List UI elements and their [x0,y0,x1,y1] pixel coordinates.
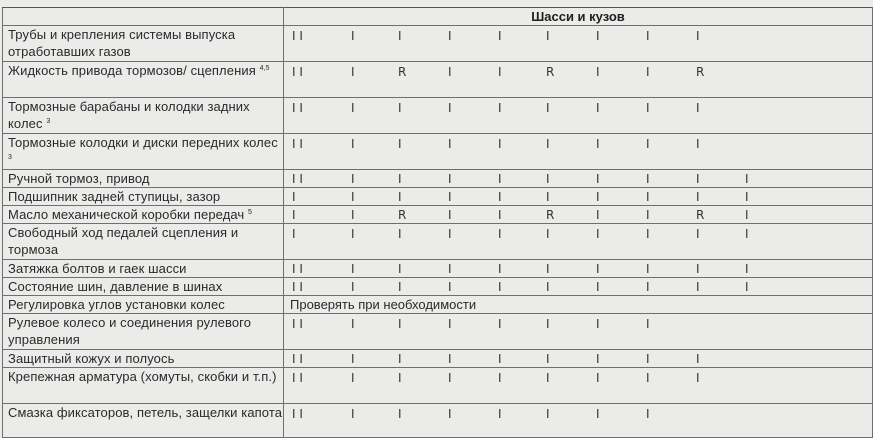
mark-inspect: I [351,352,355,366]
mark-inspect: I [398,352,402,366]
mark-inspect: I [596,137,600,151]
mark-inspect: I I [292,371,303,385]
mark-inspect: I [596,371,600,385]
mark-inspect: I [398,172,402,186]
mark-inspect: I [546,227,550,241]
mark-inspect: I [596,407,600,421]
mark-inspect: I [646,65,650,79]
mark-inspect: I [398,101,402,115]
mark-inspect: I [696,29,700,43]
mark-replace: R [398,65,407,79]
row-marks [284,206,873,224]
row-label [3,98,284,134]
mark-replace: R [546,208,555,222]
mark-inspect: I [448,65,452,79]
mark-inspect: I [646,172,650,186]
footnote-ref: 5 [248,209,253,216]
mark-inspect: I [646,227,650,241]
mark-inspect: I [745,172,749,186]
table-row [3,134,873,170]
mark-inspect: I I [292,280,303,294]
mark-inspect: I [646,407,650,421]
mark-inspect: I [596,227,600,241]
mark-inspect: I [696,352,700,366]
mark-inspect: I [696,280,700,294]
footnote-ref: 4,5 [259,65,270,72]
mark-inspect: I [292,190,296,204]
row-label-text: Затяжка болтов и гаек шасси [8,261,187,276]
table-row [3,350,873,368]
table-row [3,188,873,206]
table-header-row [3,8,873,26]
mark-inspect: I [646,101,650,115]
row-marks [284,134,873,170]
mark-inspect: I [448,101,452,115]
row-label [3,350,284,368]
mark-inspect: I [696,137,700,151]
mark-inspect: I [498,208,502,222]
mark-inspect: I [745,280,749,294]
mark-inspect: I [351,137,355,151]
mark-inspect: I [448,352,452,366]
mark-inspect: I [398,227,402,241]
row-label [3,62,284,98]
mark-inspect: I [351,101,355,115]
mark-inspect: I [351,407,355,421]
mark-inspect: I [351,65,355,79]
mark-inspect: I [448,208,452,222]
mark-inspect: I I [292,352,303,366]
mark-inspect: I [398,371,402,385]
mark-inspect: I [351,227,355,241]
mark-inspect: I [398,137,402,151]
mark-inspect: I [351,371,355,385]
mark-inspect: I [696,101,700,115]
row-label [3,188,284,206]
row-marks [284,170,873,188]
mark-inspect: I [646,29,650,43]
mark-inspect: I [696,262,700,276]
row-note: Проверять при необходимости [290,297,477,312]
mark-inspect: I [546,29,550,43]
row-label [3,278,284,296]
mark-inspect: I I [292,172,303,186]
mark-replace: R [398,208,407,222]
mark-inspect: I [398,29,402,43]
mark-inspect: I [546,407,550,421]
mark-replace: R [696,208,705,222]
table-title: Шасси и кузов [284,8,873,26]
row-label-text: Состояние шин, давление в шинах [8,279,223,294]
row-marks [284,260,873,278]
mark-inspect: I [498,227,502,241]
mark-inspect: I [646,262,650,276]
row-marks [284,404,873,438]
table-row [3,368,873,404]
row-label-text: Масло механической коробки передач [8,207,245,222]
row-marks [284,278,873,296]
row-label-text: Тормозные колодки и диски передних колес [8,135,278,150]
mark-inspect: I [546,262,550,276]
mark-inspect: I [696,190,700,204]
table-row [3,278,873,296]
mark-inspect: I [646,208,650,222]
row-marks [284,26,873,62]
mark-inspect: I [448,317,452,331]
mark-replace: R [696,65,705,79]
mark-inspect: I [448,371,452,385]
mark-inspect: I [745,227,749,241]
mark-inspect: I [596,101,600,115]
mark-inspect: I [596,280,600,294]
row-label-text: Смазка фиксаторов, петель, защелки капота [8,405,283,420]
row-marks [284,62,873,98]
mark-inspect: I [498,29,502,43]
row-marks [284,98,873,134]
mark-inspect: I [351,262,355,276]
mark-inspect: I [351,317,355,331]
mark-inspect: I [596,65,600,79]
mark-inspect: I [448,29,452,43]
table-row [3,206,873,224]
table-row [3,98,873,134]
mark-inspect: I [745,190,749,204]
mark-inspect: I [498,172,502,186]
mark-inspect: I I [292,101,303,115]
row-label-text: Крепежная арматура (хомуты, скобки и т.п.) [8,369,277,384]
row-marks [284,350,873,368]
table-row [3,224,873,260]
mark-inspect: I [448,262,452,276]
mark-inspect: I [448,137,452,151]
table-row [3,170,873,188]
mark-inspect: I [596,29,600,43]
mark-inspect: I [646,317,650,331]
mark-inspect: I [398,407,402,421]
mark-inspect: I [498,317,502,331]
row-label [3,296,284,314]
row-label-text: Подшипник задней ступицы, зазор [8,189,221,204]
mark-inspect: I [745,262,749,276]
mark-inspect: I [292,227,296,241]
mark-inspect: I [646,190,650,204]
mark-inspect: I [351,29,355,43]
row-label-text: Жидкость привода тормозов/ сцепления [8,63,256,78]
table-row [3,404,873,438]
row-marks [284,296,873,314]
mark-inspect: I [398,280,402,294]
table-row [3,62,873,98]
mark-inspect: I [498,65,502,79]
table-body [3,26,873,438]
row-label-text: Защитный кожух и полуось [8,351,175,366]
row-label [3,134,284,170]
row-label-text: Трубы и крепления системы выпуска отработавших газов [8,27,236,59]
mark-inspect: I [448,227,452,241]
mark-inspect: I [351,172,355,186]
mark-inspect: I [646,371,650,385]
row-marks [284,314,873,350]
maintenance-schedule-table [2,7,873,438]
row-label-text: Свободный ход педалей сцепления и тормоза [8,225,239,257]
table-row [3,296,873,314]
mark-inspect: I [498,190,502,204]
row-label-text: Ручной тормоз, привод [8,171,150,186]
mark-inspect: I [646,137,650,151]
mark-inspect: I [596,317,600,331]
mark-inspect: I [696,172,700,186]
mark-inspect: I [351,208,355,222]
mark-inspect: I [596,172,600,186]
footnote-ref: 3 [46,118,51,125]
mark-inspect: I [498,352,502,366]
mark-inspect: I [546,371,550,385]
mark-inspect: I [351,190,355,204]
mark-inspect: I [498,101,502,115]
mark-inspect: I [448,172,452,186]
mark-inspect: I [398,317,402,331]
mark-inspect: I [646,280,650,294]
row-label [3,26,284,62]
row-label-text: Регулировка углов установки колес [8,297,225,312]
row-marks [284,188,873,206]
mark-inspect: I I [292,29,303,43]
mark-replace: R [546,65,555,79]
row-label [3,224,284,260]
mark-inspect: I [596,352,600,366]
mark-inspect: I I [292,317,303,331]
row-label [3,368,284,404]
mark-inspect: I [498,371,502,385]
row-label [3,314,284,350]
mark-inspect: I [398,262,402,276]
mark-inspect: I [596,262,600,276]
mark-inspect: I [498,262,502,276]
mark-inspect: I [546,280,550,294]
row-label [3,404,284,438]
mark-inspect: I [546,352,550,366]
footnote-ref: 3 [8,154,12,161]
row-marks [284,368,873,404]
row-marks [284,224,873,260]
mark-inspect: I [292,208,296,222]
mark-inspect: I [696,371,700,385]
mark-inspect: I [498,280,502,294]
row-label-text: Тормозные барабаны и колодки задних колес [8,99,250,131]
row-label [3,260,284,278]
mark-inspect: I [646,352,650,366]
row-label-text: Рулевое колесо и соединения рулевого управления [8,315,252,347]
table-row [3,26,873,62]
mark-inspect: I [546,172,550,186]
mark-inspect: I [498,407,502,421]
table-row [3,314,873,350]
row-label [3,170,284,188]
mark-inspect: I [546,317,550,331]
mark-inspect: I [448,280,452,294]
mark-inspect: I [448,407,452,421]
mark-inspect: I I [292,137,303,151]
mark-inspect: I [546,137,550,151]
mark-inspect: I I [292,65,303,79]
mark-inspect: I [498,137,502,151]
mark-inspect: I I [292,407,303,421]
mark-inspect: I [546,190,550,204]
mark-inspect: I [696,227,700,241]
mark-inspect: I [448,190,452,204]
mark-inspect: I [596,208,600,222]
mark-inspect: I I [292,262,303,276]
mark-inspect: I [398,190,402,204]
header-blank-cell [3,8,284,26]
mark-inspect: I [596,190,600,204]
mark-inspect: I [745,208,749,222]
table-row [3,260,873,278]
mark-inspect: I [351,280,355,294]
mark-inspect: I [546,101,550,115]
row-label [3,206,284,224]
